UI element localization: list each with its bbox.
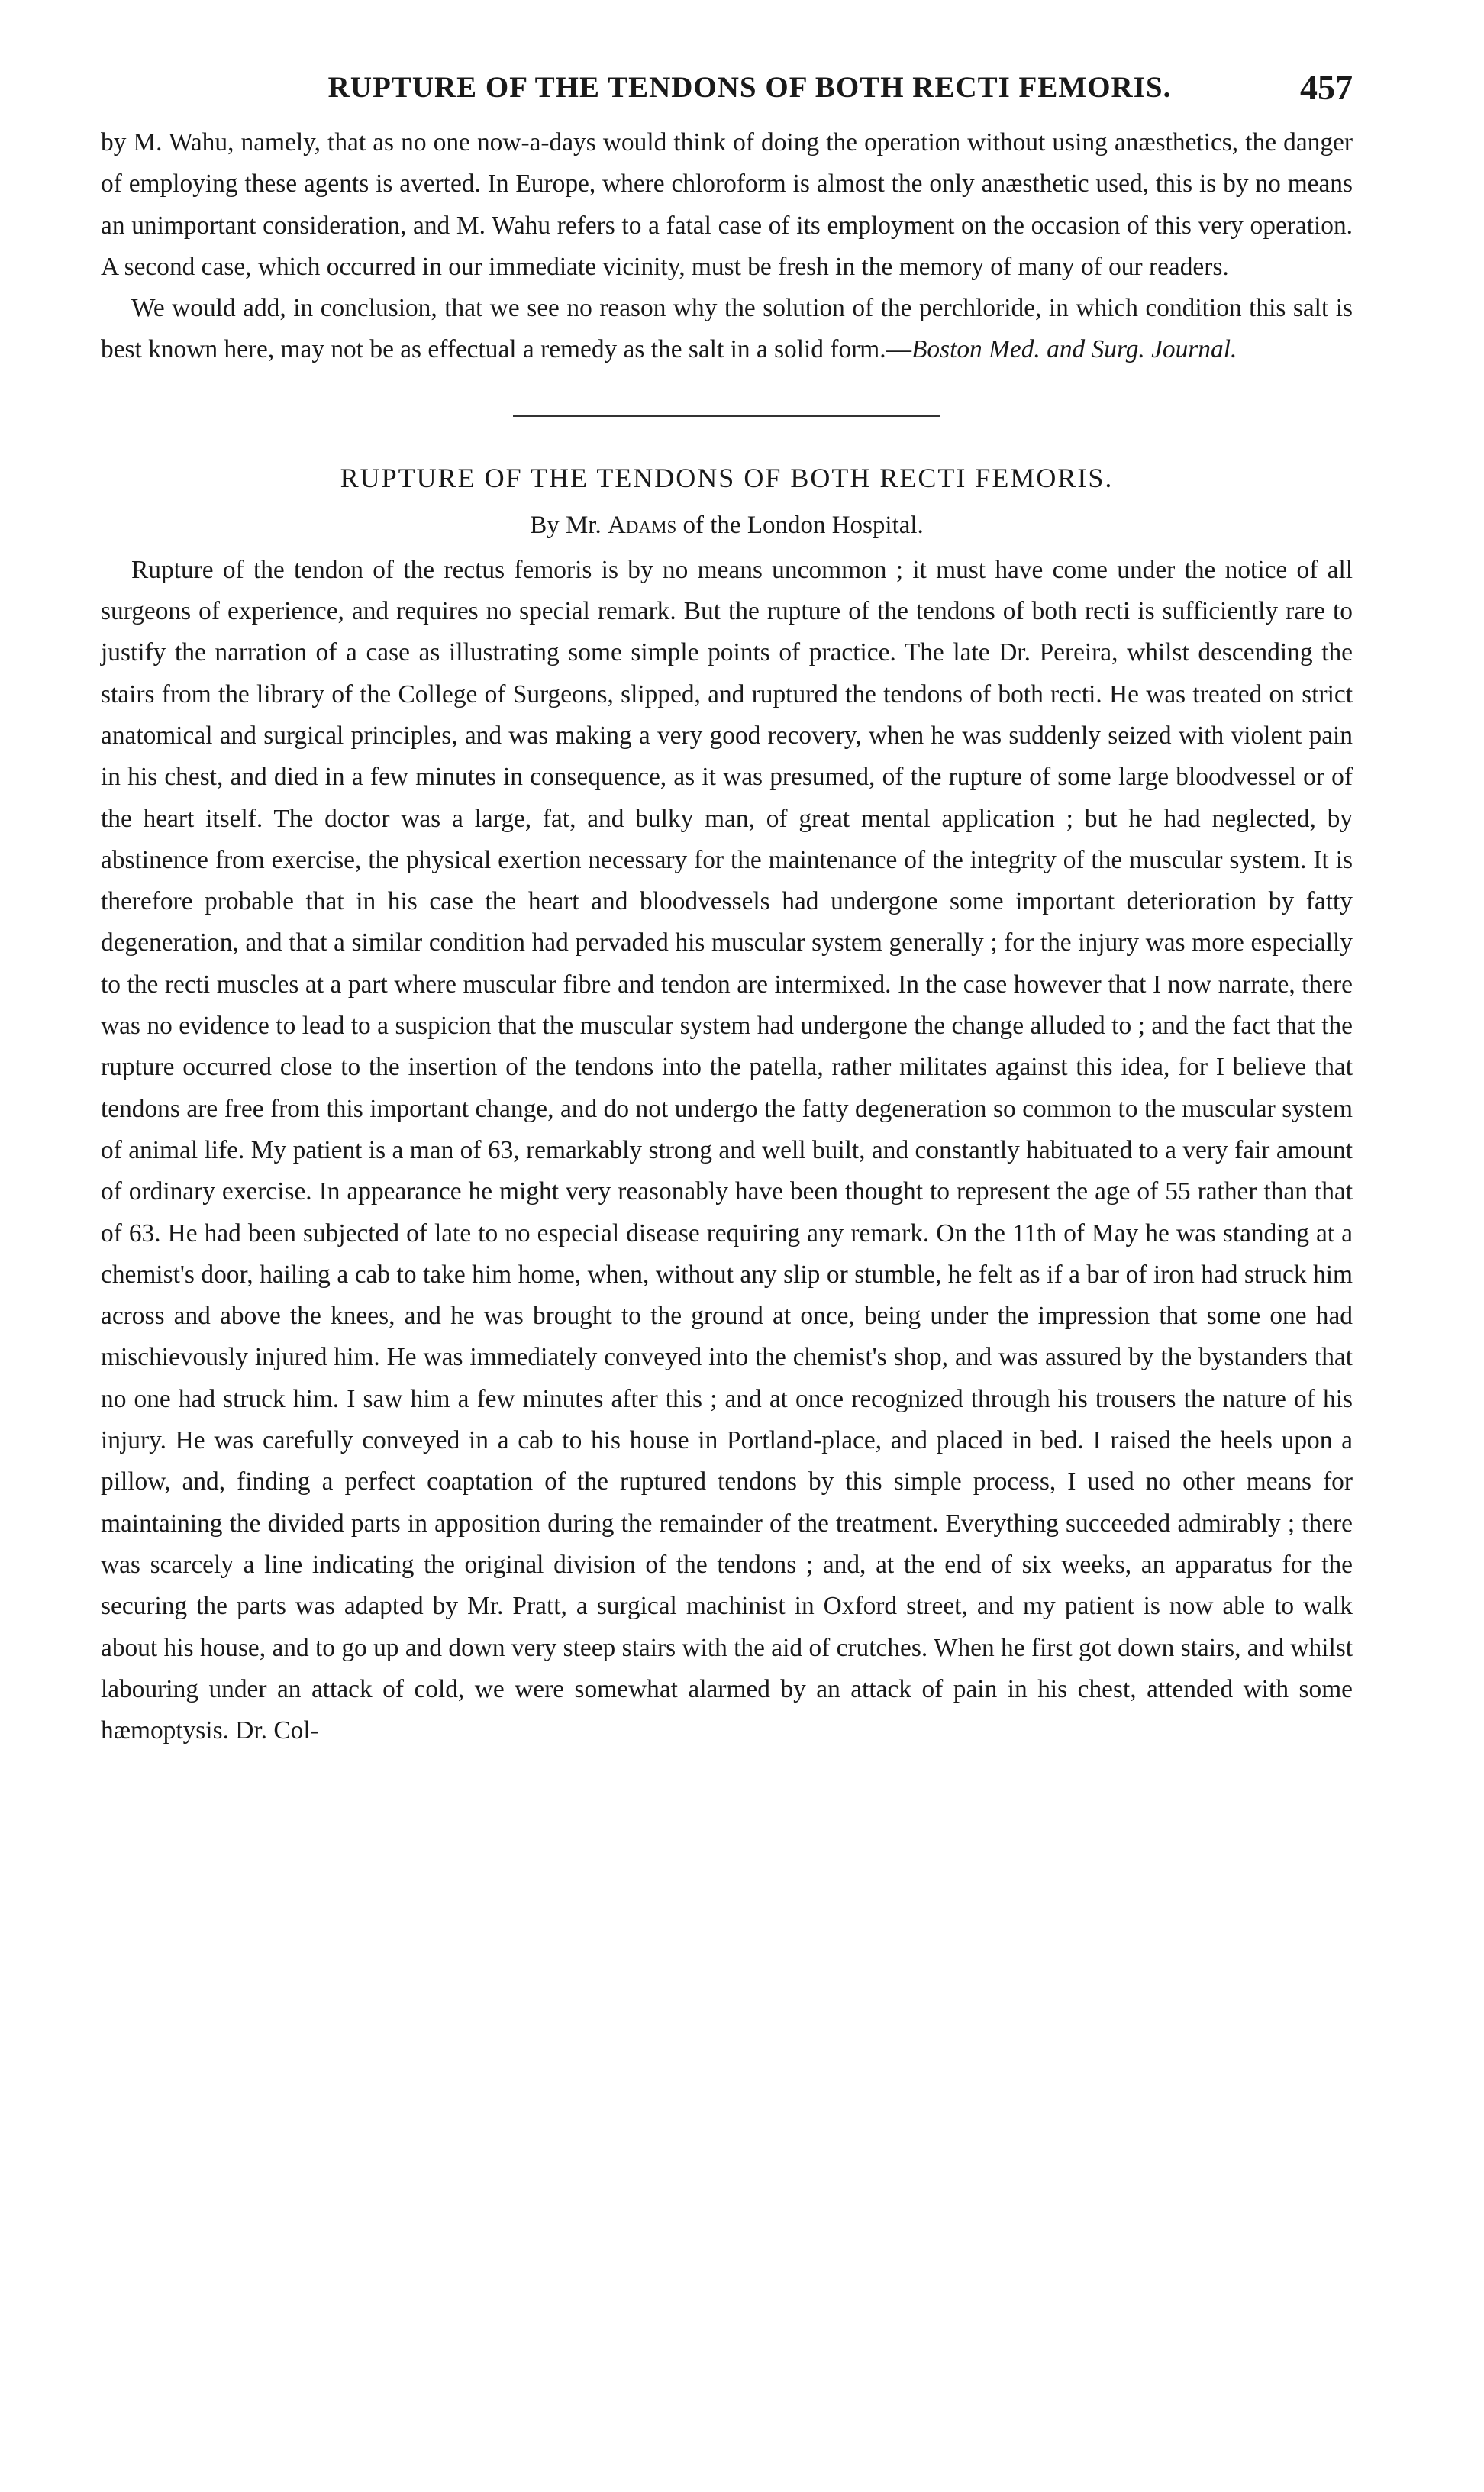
byline-suffix: of the London Hospital. [682,511,924,539]
section-divider [513,415,940,417]
author-name: Adams [607,511,677,539]
journal-citation: Boston Med. and Surg. Journal. [911,335,1237,364]
previous-article-paragraph-1: by M. Wahu, namely, that as no one now-a-days would think of doing the operation without using anæsthetics, the danger of employing these agents is averted. In Europe, where chloroform is almost the only anæsthetic used, this is by no means an unimportant consideration, and M. Wahu refers to a fatal case of its employment on the occasion of this very operation. A second case, which occurred in our immediate vicinity, must be fresh in the memory of many of our readers. [101,128,1353,281]
page-number: 457 [1300,68,1353,107]
running-title: RUPTURE OF THE TENDONS OF BOTH RECTI FEMORIS. [327,71,1172,104]
article-body: Rupture of the tendon of the rectus femoris is by no means uncommon ; it must have come under the notice of all surgeons of experience, and requires no special remark. But the rupture of the tendons of both recti is sufficiently rare to justify the narration of a case as illustrating some simple points of practice. The late Dr. Pereira, whilst descending the stairs from the library of the College of Surgeons, slipped, and ruptured the tendons of both recti. He was treated on strict anatomical and surgical principles, and was making a very good recovery, when he was suddenly seized with violent pain in his chest, and died in a few minutes in consequence, as it was presumed, of the rupture of some large bloodvessel or of the heart itself. The doctor was a large, fat, and bulky man, of great mental application ; but he had neglected, by abstinence from exercise, the physical exertion necessary for the maintenance of the integrity of the muscular system. It is therefore probable that in his case the heart and bloodvessels had undergone some important deterioration by fatty degeneration, and that a similar condition had pervaded his muscular system generally ; for the injury was more especially to the recti muscles at a part where muscular fibre and tendon are intermixed. In the case however that I now narrate, there was no evidence to lead to a suspicion that the muscular system had undergone the change alluded to ; and the fact that the rupture occurred close to the insertion of the tendons into the patella, rather militates against this idea, for I believe that tendons are free from this important change, and do not undergo the fatty degeneration so common to the muscular system of animal life. My patient is a man of 63, remarkably strong and well built, and constantly habituated to a very fair amount of ordinary exercise. In appearance he might very reasonably have been thought to represent the age of 55 rather than that of 63. He had been subjected of late to no especial disease requiring any remark. On the 11th of May he was standing at a chemist's door, hailing a cab to take him home, when, without any slip or stumble, he felt as if a bar of iron had struck him across and above the knees, and he was brought to the ground at once, being under the impression that some one had mischievously injured him. He was immediately conveyed into the chemist's shop, and was assured by the bystanders that no one had struck him. I saw him a few minutes after this ; and at once recognized through his trousers the nature of his injury. He was carefully conveyed in a cab to his house in Portland-place, and placed in bed. I raised the heels upon a pillow, and, finding a perfect coaptation of the ruptured tendons by this simple process, I used no other means for maintaining the divided parts in apposition during the remainder of the treatment. Everything succeeded admirably ; there was scarcely a line indicating the original division of the tendons ; and, at the end of six weeks, an apparatus for the securing the parts was adapted by Mr. Pratt, a surgical machinist in Oxford street, and my patient is now able to walk about his house, and to go up and down very steep stairs with the aid of crutches. When he first got down stairs, and whilst labouring under an attack of cold, we were somewhat alarmed by an attack of pain in his chest, attended with some hæmoptysis. Dr. Col- [101,555,1353,1745]
byline [101,505,1353,545]
byline-prefix: By Mr. [530,511,602,539]
running-head [101,53,1353,122]
article-title: RUPTURE OF THE TENDONS OF BOTH RECTI FEMORIS. [340,462,1114,493]
previous-article-paragraph-2-text: We would add, in conclusion, that we see no reason why the solution of the perchloride, in which condition this salt is best known here, may not be as effectual a remedy as the salt in a solid form.— [101,294,1353,364]
previous-article-paragraph-2 [101,288,1353,371]
page [101,53,1353,1751]
